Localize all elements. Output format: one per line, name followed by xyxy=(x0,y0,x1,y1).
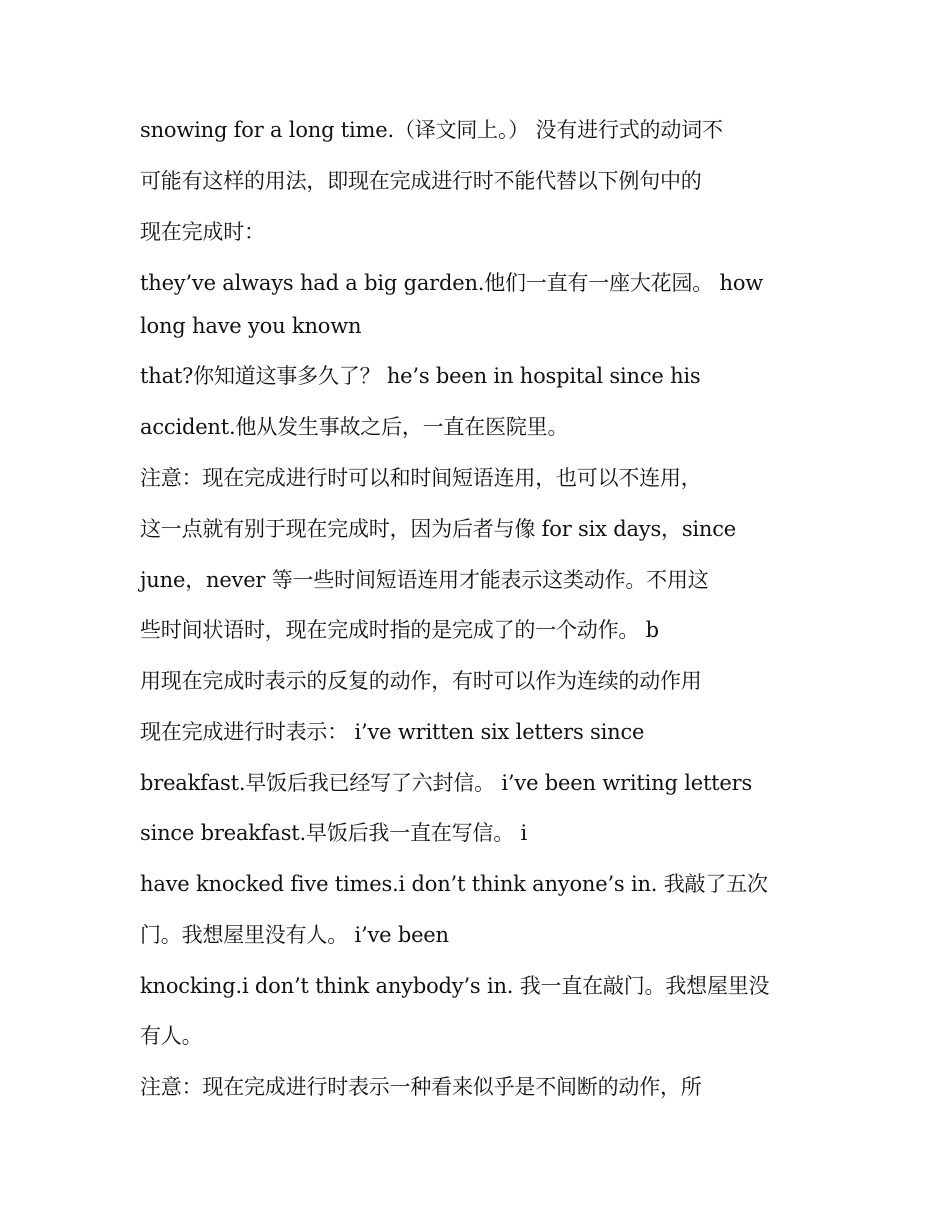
text-line: 用现在完成时表示的反复的动作，有时可以作为连续的动作用 xyxy=(140,669,702,693)
text-line: have knocked five times.i don’t think anyone’s in. 我敲了五次 xyxy=(140,872,768,896)
text-line: 门。我想屋里没有人。 i’ve been xyxy=(140,923,449,947)
text-line: accident.他从发生事故之后，一直在医院里。 xyxy=(140,415,569,439)
text-line: 可能有这样的用法，即现在完成进行时不能代替以下例句中的 xyxy=(140,169,702,193)
text-line: june，never 等一些时间短语连用才能表示这类动作。不用这 xyxy=(140,568,709,592)
text-line: 注意：现在完成进行时可以和时间短语连用，也可以不连用， xyxy=(140,466,702,490)
text-line: long have you known xyxy=(140,314,362,338)
text-line: 有人。 xyxy=(140,1024,203,1048)
text-line: breakfast.早饭后我已经写了六封信。 i’ve been writing letters xyxy=(140,771,753,795)
text-line: they’ve always had a big garden.他们一直有一座大花园。 how xyxy=(140,271,764,295)
text-line: 现在完成时： xyxy=(140,220,265,244)
text-line: that?你知道这事多久了？ he’s been in hospital since his xyxy=(140,364,701,388)
text-line: knocking.i don’t think anybody’s in. 我一直在敲门。我想屋里没 xyxy=(140,974,770,998)
text-line: 些时间状语时，现在完成时指的是完成了的一个动作。 b xyxy=(140,618,659,642)
text-line: since breakfast.早饭后我一直在写信。 i xyxy=(140,821,528,845)
text-line: 注意：现在完成进行时表示一种看来似乎是不间断的动作，所 xyxy=(140,1075,702,1099)
text-line: 这一点就有别于现在完成时，因为后者与像 for six days，since xyxy=(140,517,737,541)
text-line: snowing for a long time.（译文同上。） 没有进行式的动词不 xyxy=(140,118,723,142)
text-line: 现在完成进行时表示： i’ve written six letters since xyxy=(140,720,645,744)
